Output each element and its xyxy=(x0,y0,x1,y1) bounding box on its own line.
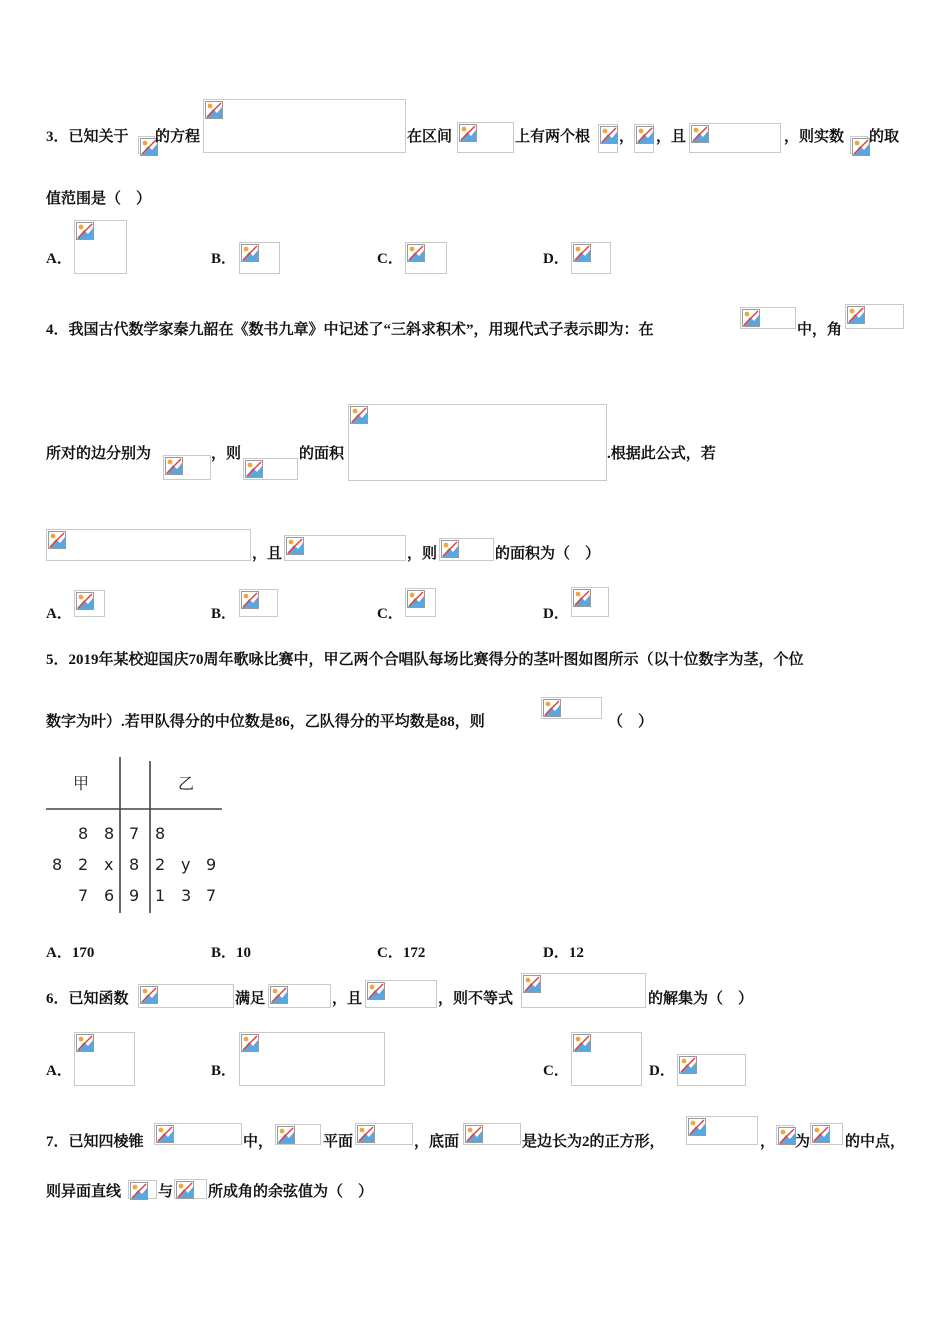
broken-image-icon xyxy=(636,126,654,144)
q4-formula-image xyxy=(845,304,904,329)
q4-formula-image xyxy=(439,538,494,561)
broken-image-icon xyxy=(847,306,865,324)
q4-formula-image xyxy=(163,455,211,480)
q4-text-1: 中，角 xyxy=(797,322,843,338)
q3-option-a-image xyxy=(74,220,127,274)
q6-option-a-label: A． xyxy=(46,1063,72,1079)
q4-text-3: ，则 xyxy=(211,446,242,462)
broken-image-icon xyxy=(742,309,760,327)
q6-formula-image xyxy=(138,984,234,1008)
q6-text-0: 6．已知函数 xyxy=(46,991,129,1007)
broken-image-icon xyxy=(48,531,66,549)
broken-image-icon xyxy=(76,1034,94,1052)
q6-option-a-image xyxy=(74,1032,135,1086)
q4-text-6: ，且 xyxy=(252,546,283,562)
q7-text-5: ， xyxy=(760,1134,776,1150)
broken-image-icon xyxy=(241,244,259,262)
broken-image-icon xyxy=(277,1126,295,1144)
broken-image-icon xyxy=(205,101,223,119)
broken-image-icon xyxy=(76,222,94,240)
broken-image-icon xyxy=(523,975,541,993)
q4-option-c-image xyxy=(405,588,436,617)
q6-option-b-label: B． xyxy=(211,1063,237,1079)
broken-image-icon xyxy=(156,1125,174,1143)
broken-image-icon xyxy=(573,244,591,262)
stem-leaf: 7 xyxy=(78,886,89,905)
q6-text-4: 的解集为（ ） xyxy=(648,991,754,1007)
q3-formula-image xyxy=(457,122,514,153)
q6-option-d-image xyxy=(677,1054,746,1086)
q4-formula-image xyxy=(284,535,406,561)
q6-formula-image xyxy=(268,984,331,1008)
broken-image-icon xyxy=(270,986,288,1004)
q5-formula-image xyxy=(541,697,602,719)
q7-text-8: 则异面直线 xyxy=(46,1184,122,1200)
stem-leaf: 2 xyxy=(78,855,89,874)
q7-formula-image xyxy=(810,1123,843,1145)
q5-text-2: （ ） xyxy=(608,714,654,730)
q5-text-1: 数字为叶）.若甲队得分的中位数是86，乙队得分的平均数是88，则 xyxy=(46,714,485,730)
q3-option-d-image xyxy=(571,242,611,274)
q7-formula-image xyxy=(463,1123,521,1145)
q3-formula-image xyxy=(598,124,618,153)
q3-text-2: 在区间 xyxy=(407,129,453,145)
q4-option-d-image xyxy=(571,587,609,617)
broken-image-icon xyxy=(165,457,183,475)
q7-text-1: 中， xyxy=(243,1134,274,1150)
stem-leaf: 9 xyxy=(206,855,217,874)
q6-text-2: ，且 xyxy=(332,991,363,1007)
q4-formula-image xyxy=(740,307,796,329)
stem-header-left: 甲 xyxy=(73,774,90,793)
q7-formula-image xyxy=(686,1116,758,1145)
q3-option-a-label: A． xyxy=(46,251,72,267)
stem-leaf: 3 xyxy=(181,886,192,905)
q3-option-b-label: B． xyxy=(211,251,237,267)
broken-image-icon xyxy=(286,537,304,555)
broken-image-icon xyxy=(245,460,263,478)
q4-text-5: .根据此公式，若 xyxy=(607,446,716,462)
stem-value: 9 xyxy=(129,886,140,905)
broken-image-icon xyxy=(407,590,425,608)
q6-option-c-label: C． xyxy=(543,1063,569,1079)
stem-leaf: 8 xyxy=(52,855,63,874)
stem-leaf: 6 xyxy=(104,886,115,905)
q4-text-7: ，则 xyxy=(407,546,438,562)
q3-formula-image xyxy=(634,124,654,153)
broken-image-icon xyxy=(176,1181,194,1199)
stem-leaf: 8 xyxy=(78,824,89,843)
stem-leaf: 8 xyxy=(104,824,115,843)
broken-image-icon xyxy=(852,138,870,156)
q6-option-d-label: D． xyxy=(649,1063,675,1079)
q3-formula-image xyxy=(203,99,406,153)
q4-option-b-label: B． xyxy=(211,606,237,622)
stem-leaf: x xyxy=(104,855,114,874)
q7-formula-image xyxy=(776,1125,794,1145)
stem-leaf: 1 xyxy=(155,886,166,905)
q7-formula-image xyxy=(355,1123,413,1145)
q5-option-a: A．170 xyxy=(46,945,95,961)
q3-text-7: 的取 xyxy=(869,129,900,145)
stem-leaf: 2 xyxy=(155,855,166,874)
q3-option-b-image xyxy=(239,242,280,274)
broken-image-icon xyxy=(367,982,385,1000)
q7-text-10: 所成角的余弦值为（ ） xyxy=(208,1184,374,1200)
q7-text-2: 平面 xyxy=(323,1134,354,1150)
q5-option-d: D．12 xyxy=(543,945,584,961)
stem-value: 7 xyxy=(129,824,140,843)
q7-text-3: ，底面 xyxy=(414,1134,460,1150)
q6-formula-image xyxy=(365,980,437,1008)
q4-option-a-image xyxy=(74,590,105,617)
q3-formula-image xyxy=(689,123,781,153)
q3-formula-image xyxy=(138,136,155,154)
broken-image-icon xyxy=(130,1182,148,1200)
q3-formula-image xyxy=(850,136,868,154)
q3-option-c-label: C． xyxy=(377,251,403,267)
broken-image-icon xyxy=(357,1125,375,1143)
broken-image-icon xyxy=(241,591,259,609)
stem-leaf: y xyxy=(181,855,191,874)
q3-text-4: ， xyxy=(619,129,635,145)
q3-text-5: ，且 xyxy=(656,129,687,145)
stem-leaf: 8 xyxy=(155,824,166,843)
q4-option-b-image xyxy=(239,589,278,617)
q4-text-0: 4．我国古代数学家秦九韶在《数书九章》中记述了“三斜求积术”，用现代式子表示即为：在 xyxy=(46,322,654,338)
q6-formula-image xyxy=(521,973,646,1008)
broken-image-icon xyxy=(600,126,618,144)
broken-image-icon xyxy=(407,244,425,262)
q3-text-6: ，则实数 xyxy=(784,129,845,145)
q7-text-4: 是边长为2的正方形， xyxy=(522,1134,665,1150)
q6-text-1: 满足 xyxy=(235,991,266,1007)
q7-formula-image xyxy=(154,1123,242,1145)
q3-option-d-label: D． xyxy=(543,251,569,267)
q4-area-formula-image xyxy=(348,404,607,481)
q3-text-1: 的方程 xyxy=(155,129,201,145)
stem-leaf-plot xyxy=(46,757,224,913)
q7-text-9: 与 xyxy=(158,1184,174,1200)
q3-text-0: 3．已知关于 xyxy=(46,129,129,145)
q5-text-0: 5．2019年某校迎国庆70周年歌咏比赛中，甲乙两个合唱队每场比赛得分的茎叶图如图所示（以十位数字为茎，个位 xyxy=(46,652,804,668)
q4-text-4: 的面积 xyxy=(299,446,345,462)
broken-image-icon xyxy=(241,1034,259,1052)
broken-image-icon xyxy=(778,1127,796,1145)
broken-image-icon xyxy=(76,592,94,610)
q4-option-c-label: C． xyxy=(377,606,403,622)
broken-image-icon xyxy=(679,1056,697,1074)
broken-image-icon xyxy=(688,1118,706,1136)
q7-formula-image xyxy=(174,1179,207,1199)
stem-value: 8 xyxy=(129,855,140,874)
broken-image-icon xyxy=(350,406,368,424)
q7-formula-image xyxy=(128,1180,157,1199)
q4-formula-image xyxy=(243,458,298,480)
q3-text-3: 上有两个根 xyxy=(515,129,591,145)
stem-leaf: 7 xyxy=(206,886,217,905)
q6-text-3: ，则不等式 xyxy=(438,991,514,1007)
broken-image-icon xyxy=(812,1125,830,1143)
q4-text-2: 所对的边分别为 xyxy=(46,446,152,462)
broken-image-icon xyxy=(140,986,158,1004)
stem-header-right: 乙 xyxy=(178,774,195,793)
broken-image-icon xyxy=(465,1125,483,1143)
q4-formula-image xyxy=(46,529,251,561)
q7-text-7: 的中点， xyxy=(845,1134,906,1150)
q4-option-a-label: A． xyxy=(46,606,72,622)
broken-image-icon xyxy=(573,589,591,607)
q3-text-8: 值范围是（ ） xyxy=(46,191,152,207)
broken-image-icon xyxy=(573,1034,591,1052)
q5-option-b: B．10 xyxy=(211,945,252,961)
q5-option-c: C．172 xyxy=(377,945,426,961)
q4-option-d-label: D． xyxy=(543,606,569,622)
broken-image-icon xyxy=(691,125,709,143)
q4-text-8: 的面积为（ ） xyxy=(495,546,601,562)
broken-image-icon xyxy=(459,124,477,142)
q6-option-b-image xyxy=(239,1032,385,1086)
q7-text-0: 7．已知四棱锥 xyxy=(46,1134,144,1150)
broken-image-icon xyxy=(543,699,561,717)
q7-text-6: 为 xyxy=(795,1134,811,1150)
q3-option-c-image xyxy=(405,242,447,274)
broken-image-icon xyxy=(441,540,459,558)
q7-formula-image xyxy=(275,1124,321,1145)
q6-option-c-image xyxy=(571,1032,642,1086)
